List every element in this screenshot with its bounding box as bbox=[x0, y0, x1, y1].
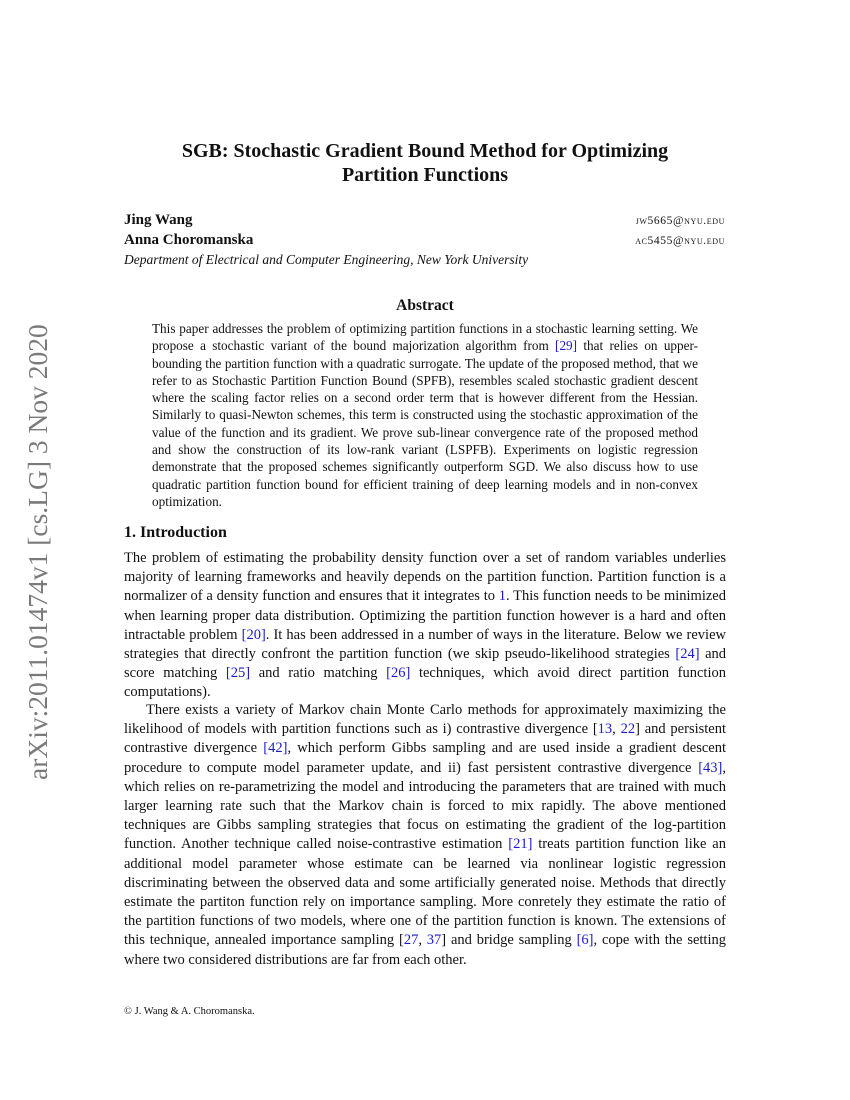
abstract-text: that relies on upper-bounding the partition function with a quadratic surrogate. The update of the proposed method, that we refer to as Stochastic Partition Function Bound (SPFB), resembles scaled stochastic gradient descent where the scaling factor relies on a second order term that is however different from the Hessian. Similarly to quasi-Newton schemes, this term is constructed using the stochastic approximation of the value of the function and its gradient. We prove sub-linear convergence rate of the proposed method and show the construction of its low-rank variant (LSPFB). Experiments on logistic regression demonstrate that the proposed schemes significantly outperform SGD. We also discuss how to use quadratic partition function bound for efficient training of deep learning models and in non-convex optimization. bbox=[152, 338, 698, 509]
paragraph-text: . This function needs to be minimized when learning proper data distribution. Optimizing the partition function however is a hard and often intractable problem bbox=[124, 588, 726, 643]
author-name-2: Anna Choromanska bbox=[124, 232, 254, 248]
paragraph-text: , cope with the setting where two considered distributions are far from each other. bbox=[124, 932, 726, 968]
citation-link[interactable]: [26] bbox=[386, 665, 411, 682]
number-one: 1 bbox=[498, 588, 506, 605]
author-email-2[interactable]: ac5455@nyu.edu bbox=[635, 235, 725, 247]
paragraph-text: and ratio matching bbox=[250, 665, 387, 682]
citation-link[interactable]: [25] bbox=[225, 665, 251, 682]
citation-link[interactable]: 37 bbox=[426, 932, 442, 949]
affiliation: Department of Electrical and Computer Engineering, New York University bbox=[124, 252, 529, 267]
copyright-footer: © J. Wang & A. Choromanska. bbox=[124, 1006, 255, 1017]
paragraph-text: . It has been addressed in a number of ways in the literature. Below we review strategies that directly confront the partition function (we skip pseudo-likelihood strategies bbox=[124, 626, 726, 663]
citation-link[interactable]: [24] bbox=[675, 646, 700, 663]
abstract-text: This paper addresses the problem of optimizing partition functions in a stochastic learning setting. We propose a stochastic variant of the bound majorization algorithm from bbox=[152, 321, 698, 354]
citation-link[interactable]: [43] bbox=[698, 759, 723, 776]
paragraph-text: There exists a variety of Markov chain Monte Carlo methods for approximately maximizing the likelihood of models with partition functions such as i) contrastive divergence [ bbox=[124, 702, 726, 738]
paragraph-text: , which perform Gibbs sampling and are used inside a gradient descent procedure to compute model parameter update, and ii) fast persistent contrastive divergence bbox=[124, 740, 726, 776]
abstract-body bbox=[152, 320, 698, 510]
paragraph-text: The problem of estimating the probability density function over a set of random variables underlies majority of learning frameworks and heavily depends on the partition function. Partition function is a normalizer of a density function and ensures that it integrates to bbox=[124, 550, 726, 605]
paragraph-text: ] and persistent contrastive divergence bbox=[124, 721, 726, 757]
citation-link[interactable]: 13 bbox=[597, 721, 613, 738]
paragraph-text: ] and bridge sampling bbox=[441, 932, 577, 949]
paragraph-text: , bbox=[418, 932, 427, 949]
intro-paragraph-1 bbox=[124, 549, 726, 703]
arxiv-stamp: arXiv:2011.01474v1 [cs.LG] 3 Nov 2020 bbox=[22, 324, 53, 780]
citation-link[interactable]: [29] bbox=[555, 338, 578, 354]
abstract-heading: Abstract bbox=[396, 297, 454, 314]
intro-paragraph-2 bbox=[124, 701, 726, 970]
citation-link[interactable]: 22 bbox=[620, 721, 636, 738]
paragraph-text: , which relies on re-parametrizing the model and introducing the parameters that are trained with much larger learning rate such that the Markov chain is forced to mix rapidly. The above mentioned techniques are Gibbs sampling strategies that focus on estimating the gradient of the log-partition function. Another technique called noise-contrastive estimation bbox=[124, 759, 726, 853]
citation-link[interactable]: 27 bbox=[403, 932, 419, 949]
paragraph-text: treats partition function like an additional model parameter whose estimate can be learned via nonlinear logistic regression discriminating between the observed data and some artificially generated noise. Methods that directly estimate the partiton function rely on importance sampling. More conretely they estimate the ratio of the partition functions of two models, where one of the partition function is known. The extensions of this technique, annealed importance sampling [ bbox=[124, 836, 726, 949]
title-line-2: Partition Functions bbox=[341, 164, 509, 186]
citation-link[interactable]: [21] bbox=[508, 836, 533, 853]
citation-link[interactable]: [6] bbox=[576, 932, 594, 949]
author-name-1: Jing Wang bbox=[124, 212, 193, 228]
paper-title bbox=[125, 139, 725, 187]
section-heading: 1. Introduction bbox=[124, 524, 227, 541]
paragraph-text: techniques, which avoid direct partition function computations). bbox=[124, 665, 726, 701]
citation-link[interactable]: [42] bbox=[263, 740, 288, 757]
title-line-1: SGB: Stochastic Gradient Bound Method for Optimizing bbox=[181, 140, 669, 162]
paragraph-text: , bbox=[612, 721, 621, 738]
paragraph-text: and score matching bbox=[124, 646, 727, 682]
citation-link[interactable]: [20] bbox=[241, 626, 266, 643]
author-email-1[interactable]: jw5665@nyu.edu bbox=[635, 215, 725, 227]
